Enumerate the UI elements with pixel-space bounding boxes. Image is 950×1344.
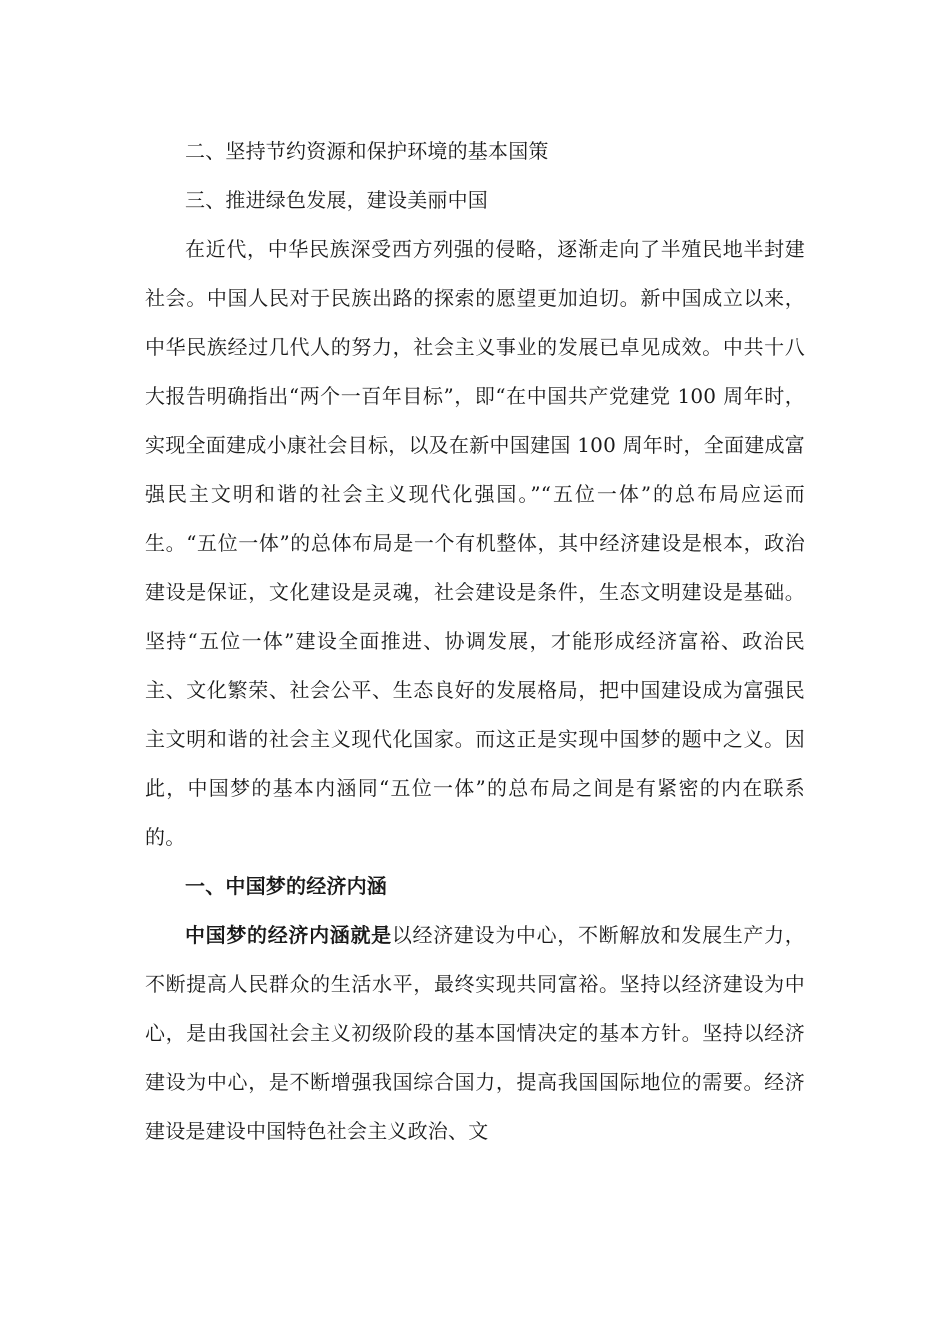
section-one-title: 一、中国梦的经济内涵 xyxy=(185,874,387,898)
heading-three: 三、推进绿色发展，建设美丽中国 xyxy=(185,188,488,212)
heading-two: 二、坚持节约资源和保护环境的基本国策 xyxy=(185,139,549,163)
document-body xyxy=(145,127,805,1156)
section-one-body: 以经济建设为中心，不断解放和发展生产力，不断提高人民群众的生活水平，最终实现共同富裕。坚持以经济建设为中心，是由我国社会主义初级阶段的基本国情决定的基本方针。坚持以经济建设为中心，是不断增强我国综合国力，提高我国国际地位的需要。经济建设是建设中国特色社会主义政治、文 xyxy=(145,923,806,1143)
section-one-paragraph xyxy=(145,911,805,1156)
section-one-lead: 中国梦的经济内涵就是 xyxy=(185,923,392,947)
paragraph-intro: 在近代，中华民族深受西方列强的侵略，逐渐走向了半殖民地半封建社会。中国人民对于民族出路的探索的愿望更加迫切。新中国成立以来，中华民族经过几代人的努力，社会主义事业的发展已卓见成效。中共十八大报告明确指出“两个一百年目标”，即“在中国共产党建党 100 周年时，实现全面建成小康社会目标，以及在新中国建国 100 周年时，全面建成富强民主文明和谐的社会主义现代化强国。”“五位一体”的总布局应运而生。“五位一体”的总体布局是一个有机整体，其中经济建设是根本，政治建设是保证，文化建设是灵魂，社会建设是条件，生态文明建设是基础。坚持“五位一体”建设全面推进、协调发展，才能形成经济富裕、政治民主、文化繁荣、社会公平、生态良好的发展格局，把中国建设成为富强民主文明和谐的社会主义现代化国家。而这正是实现中国梦的题中之义。因此，中国梦的基本内涵同“五位一体”的总布局之间是有紧密的内在联系的。 xyxy=(145,237,805,849)
